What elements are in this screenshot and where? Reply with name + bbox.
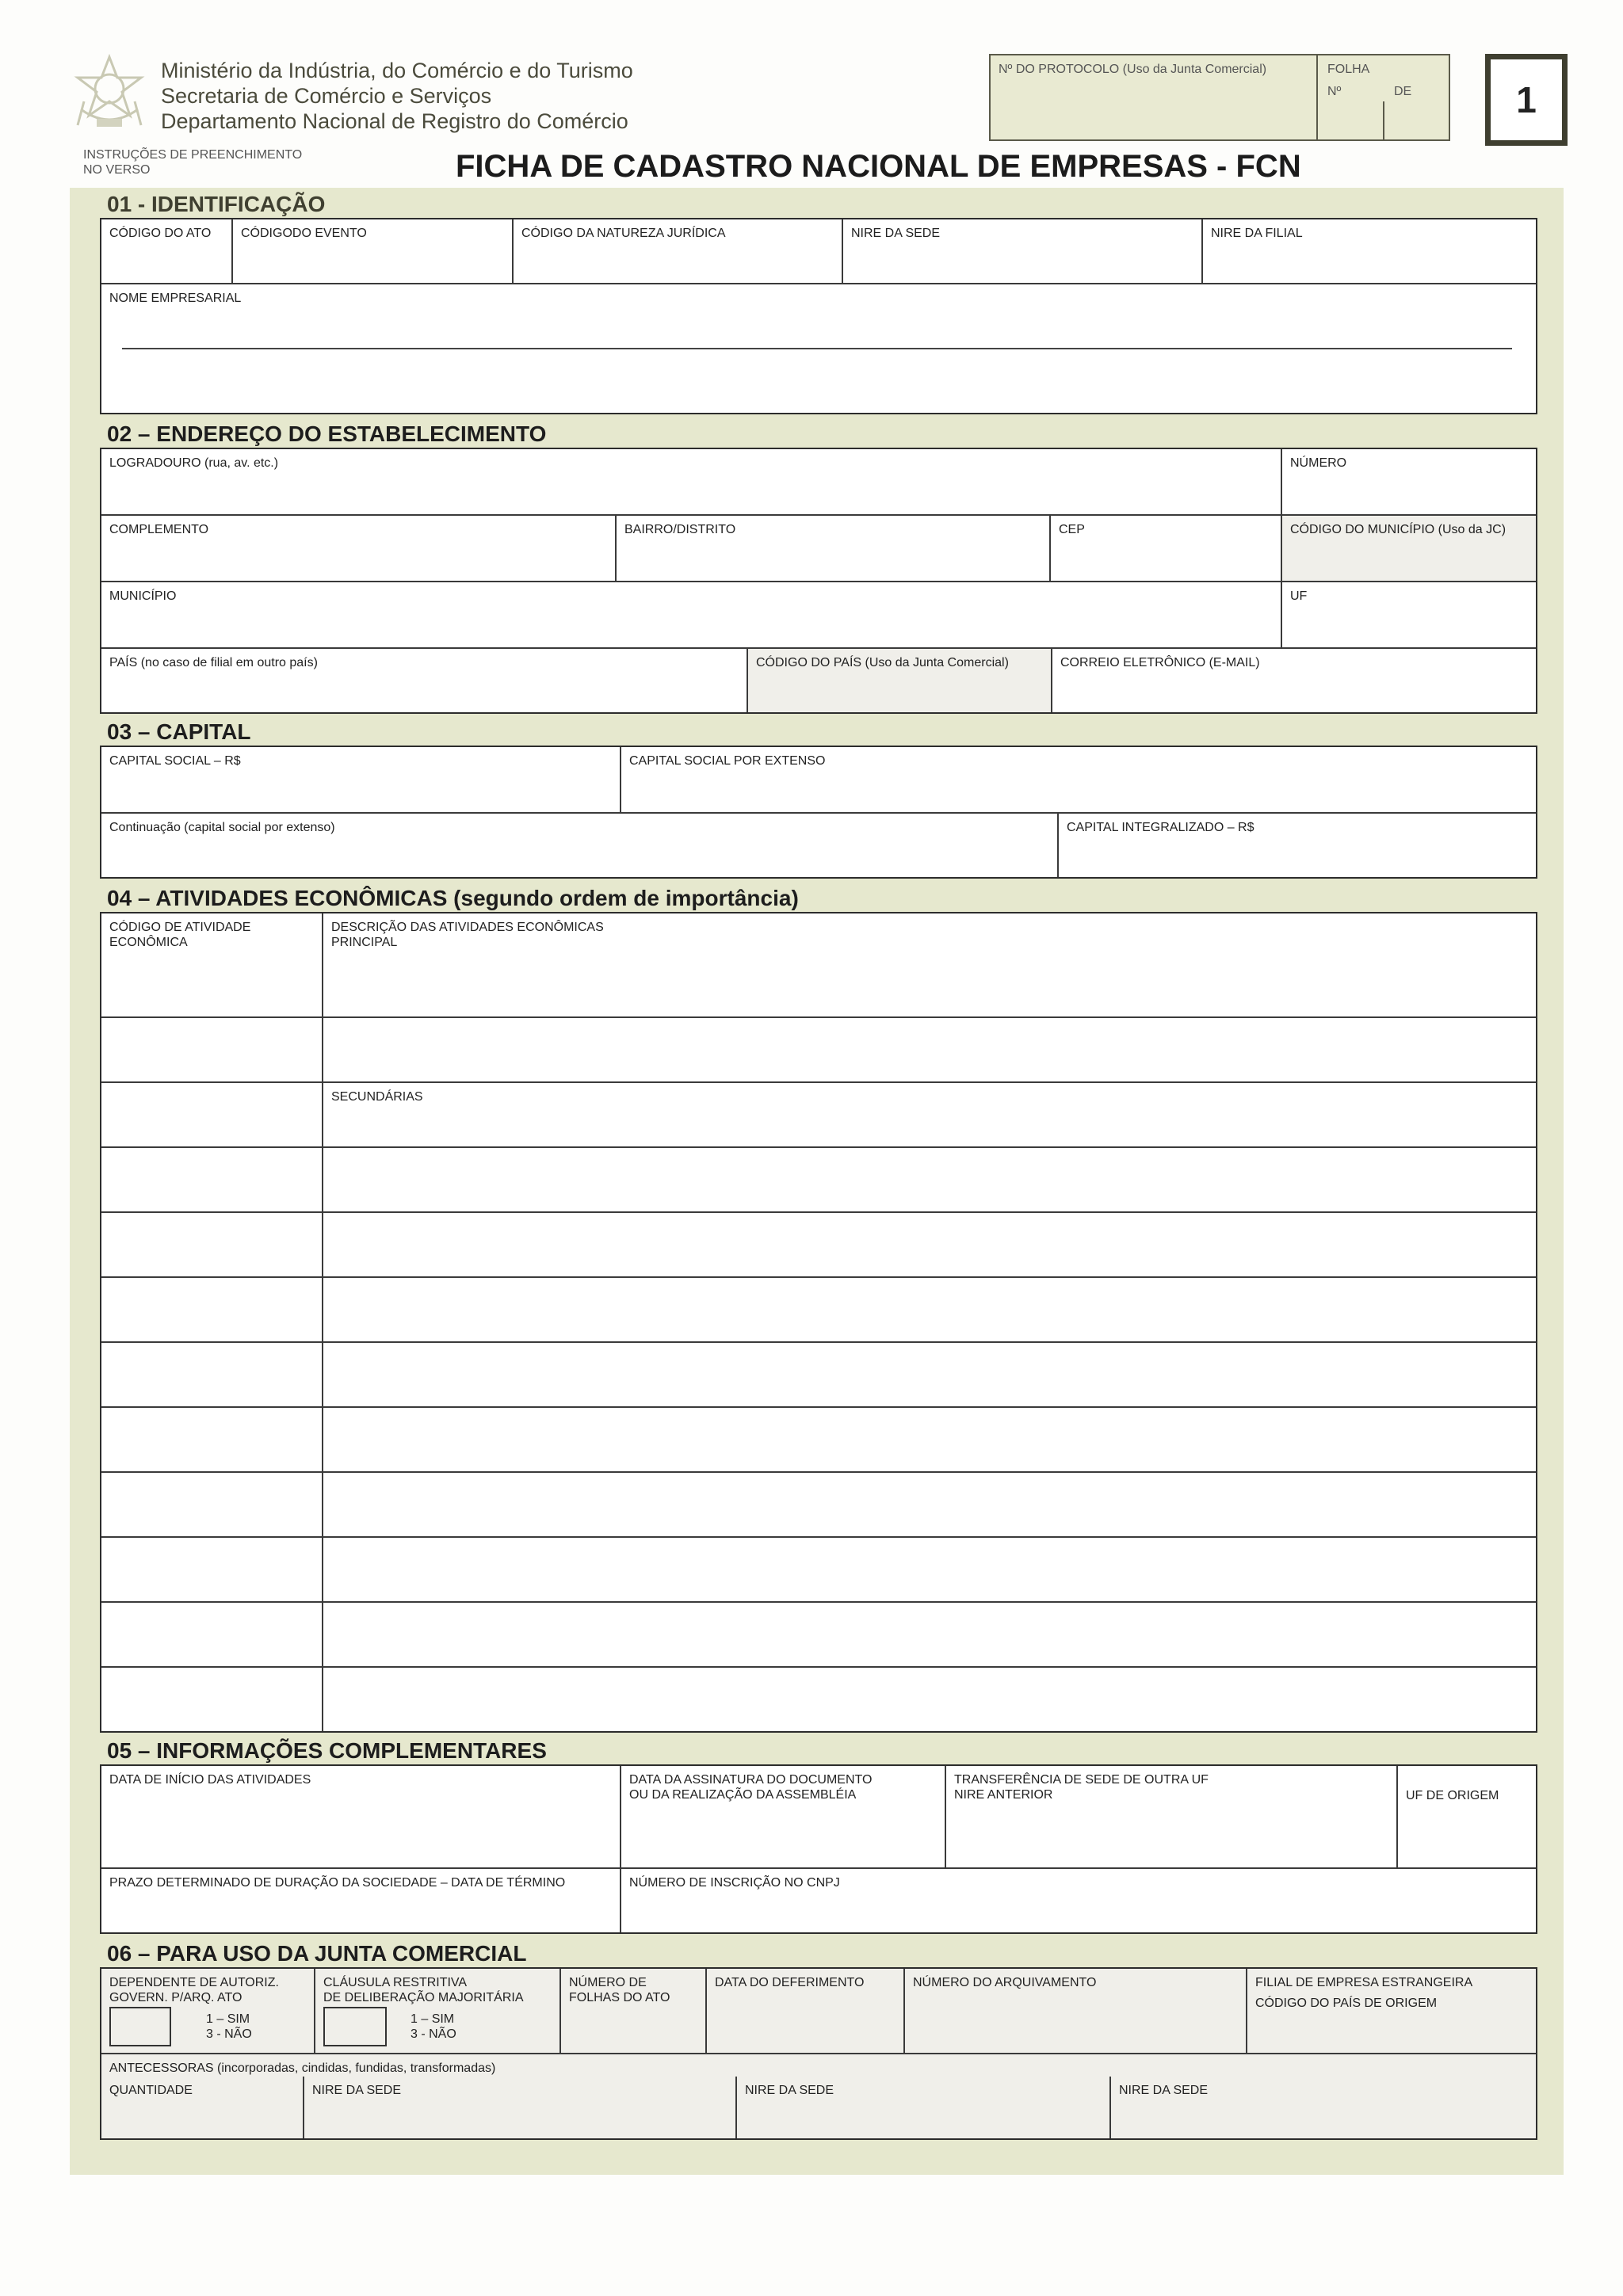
department-name: Departamento Nacional de Registro do Comércio bbox=[161, 109, 628, 133]
atividade-descricao-row[interactable] bbox=[323, 1603, 1536, 1668]
complemento-label: COMPLEMENTO bbox=[109, 523, 209, 536]
capital-social-label: CAPITAL SOCIAL – R$ bbox=[109, 754, 241, 768]
dependente-label: DEPENDENTE DE AUTORIZ. GOVERN. P/ARQ. ATO bbox=[109, 1976, 279, 2004]
quantidade-label: QUANTIDADE bbox=[109, 2084, 193, 2097]
natureza-juridica-label: CÓDIGO DA NATUREZA JURÍDICA bbox=[521, 227, 726, 240]
antecessora-nire-sede-2-label: NIRE DA SEDE bbox=[745, 2084, 834, 2097]
uf-origem-field[interactable] bbox=[1398, 1766, 1536, 1869]
nome-empresarial-label: NOME EMPRESARIAL bbox=[109, 292, 242, 305]
continuacao-field[interactable] bbox=[101, 814, 1059, 877]
codigo-pais-label: CÓDIGO DO PAÍS (Uso da Junta Comercial) bbox=[756, 656, 1009, 669]
codigo-pais-field bbox=[748, 649, 1052, 712]
clausula-option-sim: 1 – SIM bbox=[411, 2012, 455, 2026]
data-inicio-label: DATA DE INÍCIO DAS ATIVIDADES bbox=[109, 1773, 311, 1787]
data-assinatura-field[interactable] bbox=[621, 1766, 946, 1869]
section-03-title: 03 – CAPITAL bbox=[107, 719, 251, 744]
pais-field[interactable] bbox=[101, 649, 748, 712]
atividade-descricao-row[interactable] bbox=[323, 1083, 1536, 1148]
data-deferimento-field bbox=[707, 1969, 905, 2054]
nire-filial-field[interactable] bbox=[1203, 219, 1536, 284]
cnpj-field[interactable] bbox=[621, 1869, 1536, 1932]
section-04-box bbox=[100, 912, 1537, 1733]
logradouro-label: LOGRADOURO (rua, av. etc.) bbox=[109, 456, 279, 470]
data-assinatura-label: DATA DA ASSINATURA DO DOCUMENTO OU DA REALIZAÇÃO DA ASSEMBLÉIA bbox=[629, 1773, 873, 1802]
section-05-box bbox=[100, 1764, 1537, 1934]
numero-label: NÚMERO bbox=[1290, 456, 1347, 470]
pais-label: PAÍS (no caso de filial em outro país) bbox=[109, 656, 318, 669]
folha-label: FOLHA bbox=[1327, 63, 1370, 76]
logradouro-field[interactable] bbox=[101, 449, 1282, 516]
capital-social-field[interactable] bbox=[101, 747, 621, 814]
bairro-field[interactable] bbox=[617, 516, 1051, 582]
section-02-box bbox=[100, 448, 1537, 714]
atividade-descricao-row[interactable] bbox=[323, 1538, 1536, 1603]
protocol-field bbox=[989, 54, 1318, 141]
email-field[interactable] bbox=[1052, 649, 1536, 712]
capital-integralizado-field[interactable] bbox=[1059, 814, 1536, 877]
atividade-codigo-row[interactable] bbox=[101, 1148, 323, 1213]
transferencia-sede-field[interactable] bbox=[946, 1766, 1398, 1869]
atividade-descricao-row[interactable] bbox=[323, 1408, 1536, 1473]
secretariat-name: Secretaria de Comércio e Serviços bbox=[161, 84, 492, 108]
atividade-descricao-row[interactable] bbox=[323, 1473, 1536, 1538]
atividade-descricao-row[interactable] bbox=[323, 1668, 1536, 1731]
capital-extenso-label: CAPITAL SOCIAL POR EXTENSO bbox=[629, 754, 826, 768]
atividade-codigo-row[interactable] bbox=[101, 1083, 323, 1148]
cep-field[interactable] bbox=[1051, 516, 1282, 582]
numero-field[interactable] bbox=[1282, 449, 1536, 516]
section-02-title: 02 – ENDEREÇO DO ESTABELECIMENTO bbox=[107, 421, 547, 446]
section-05-title: 05 – INFORMAÇÕES COMPLEMENTARES bbox=[107, 1738, 547, 1763]
natureza-juridica-field[interactable] bbox=[514, 219, 843, 284]
continuacao-label: Continuação (capital social por extenso) bbox=[109, 821, 335, 834]
section-06-title: 06 – PARA USO DA JUNTA COMERCIAL bbox=[107, 1941, 527, 1966]
transferencia-sede-label: TRANSFERÊNCIA DE SEDE DE OUTRA UF NIRE ANTERIOR bbox=[954, 1773, 1209, 1802]
atividade-codigo-row[interactable] bbox=[101, 1408, 323, 1473]
brazil-coat-of-arms-logo bbox=[73, 54, 146, 133]
nome-empresarial-field[interactable] bbox=[101, 284, 1536, 413]
atividade-codigo-row[interactable] bbox=[101, 1213, 323, 1278]
codigo-evento-label: CÓDIGODO EVENTO bbox=[241, 227, 367, 240]
dependente-autorizacao-field bbox=[101, 1969, 315, 2054]
atividade-codigo-row[interactable] bbox=[101, 1018, 323, 1083]
atividade-principal-label: DESCRIÇÃO DAS ATIVIDADES ECONÔMICAS PRINCIPAL bbox=[331, 921, 604, 949]
atividade-codigo-row[interactable] bbox=[101, 1538, 323, 1603]
atividade-codigo-row[interactable] bbox=[101, 1473, 323, 1538]
instructions-note-line2: NO VERSO bbox=[83, 163, 151, 177]
atividade-codigo-label: CÓDIGO DE ATIVIDADE ECONÔMICA bbox=[109, 921, 251, 949]
email-label: CORREIO ELETRÔNICO (E-MAIL) bbox=[1060, 656, 1260, 669]
atividade-descricao-row[interactable] bbox=[323, 1213, 1536, 1278]
atividade-descricao-row[interactable] bbox=[323, 1148, 1536, 1213]
atividade-codigo-row[interactable] bbox=[101, 1668, 323, 1731]
filial-estrangeira-label: FILIAL DE EMPRESA ESTRANGEIRA bbox=[1255, 1976, 1473, 1989]
section-03-box bbox=[100, 746, 1537, 879]
atividade-principal-field[interactable] bbox=[323, 913, 1536, 1018]
codigo-municipio-label: CÓDIGO DO MUNICÍPIO (Uso da JC) bbox=[1290, 523, 1507, 536]
folha-de-label: DE bbox=[1394, 85, 1412, 98]
codigo-municipio-field bbox=[1282, 516, 1536, 582]
atividade-codigo-row[interactable] bbox=[101, 1343, 323, 1408]
bairro-label: BAIRRO/DISTRITO bbox=[624, 523, 736, 536]
section-06-box bbox=[100, 1967, 1537, 2140]
atividade-descricao-row[interactable] bbox=[323, 1018, 1536, 1083]
dependente-option-nao: 3 - NÃO bbox=[206, 2027, 252, 2041]
capital-extenso-field[interactable] bbox=[621, 747, 1536, 814]
folha-no-label: Nº bbox=[1327, 85, 1342, 98]
atividade-codigo-row[interactable] bbox=[101, 1278, 323, 1343]
antecessora-nire-sede-1-label: NIRE DA SEDE bbox=[312, 2084, 402, 2097]
form-title: FICHA DE CADASTRO NACIONAL DE EMPRESAS - FCN bbox=[456, 149, 1301, 184]
cep-label: CEP bbox=[1059, 523, 1085, 536]
section-04-title: 04 – ATIVIDADES ECONÔMICAS (segundo ordem de importância) bbox=[107, 886, 799, 910]
instructions-note-line1: INSTRUÇÕES DE PREENCHIMENTO bbox=[83, 148, 303, 162]
atividade-descricao-row[interactable] bbox=[323, 1343, 1536, 1408]
clausula-checkbox[interactable] bbox=[323, 2007, 387, 2046]
municipio-field[interactable] bbox=[101, 582, 1282, 649]
antecessoras-label: ANTECESSORAS (incorporadas, cindidas, fundidas, transformadas) bbox=[109, 2061, 496, 2075]
atividade-descricao-row[interactable] bbox=[323, 1278, 1536, 1343]
data-inicio-field[interactable] bbox=[101, 1766, 621, 1869]
nome-empresarial-underline bbox=[122, 348, 1512, 349]
complemento-field[interactable] bbox=[101, 516, 617, 582]
folha-field bbox=[1316, 54, 1450, 141]
data-deferimento-label: DATA DO DEFERIMENTO bbox=[715, 1976, 865, 1989]
capital-integralizado-label: CAPITAL INTEGRALIZADO – R$ bbox=[1067, 821, 1254, 834]
numero-arquivamento-field bbox=[905, 1969, 1247, 2054]
clausula-label: CLÁUSULA RESTRITIVA DE DELIBERAÇÃO MAJORITÁRIA bbox=[323, 1976, 524, 2004]
numero-arquivamento-label: NÚMERO DO ARQUIVAMENTO bbox=[913, 1976, 1097, 1989]
dependente-checkbox[interactable] bbox=[109, 2007, 171, 2046]
dependente-option-sim: 1 – SIM bbox=[206, 2012, 250, 2026]
codigo-ato-label: CÓDIGO DO ATO bbox=[109, 227, 212, 240]
clausula-option-nao: 3 - NÃO bbox=[411, 2027, 456, 2041]
secundarias-label: SECUNDÁRIAS bbox=[331, 1090, 423, 1104]
prazo-field[interactable] bbox=[101, 1869, 621, 1932]
atividade-codigo-row[interactable] bbox=[101, 1603, 323, 1668]
antecessora-nire-sede-1-field bbox=[304, 2077, 737, 2138]
uf-origem-label: UF DE ORIGEM bbox=[1406, 1789, 1499, 1802]
codigo-ato-field[interactable] bbox=[101, 219, 233, 284]
antecessora-nire-sede-3-field bbox=[1111, 2077, 1536, 2138]
antecessora-nire-sede-3-label: NIRE DA SEDE bbox=[1119, 2084, 1209, 2097]
section-01-box bbox=[100, 218, 1537, 414]
uf-label: UF bbox=[1290, 589, 1308, 603]
municipio-label: MUNICÍPIO bbox=[109, 589, 177, 603]
nire-filial-label: NIRE DA FILIAL bbox=[1211, 227, 1303, 240]
numero-folhas-field bbox=[561, 1969, 707, 2054]
folha-divider bbox=[1383, 101, 1384, 141]
nire-sede-label: NIRE DA SEDE bbox=[851, 227, 941, 240]
uf-field[interactable] bbox=[1282, 582, 1536, 649]
ministry-name: Ministério da Indústria, do Comércio e do Turismo bbox=[161, 59, 633, 82]
codigo-pais-origem-label: CÓDIGO DO PAÍS DE ORIGEM bbox=[1255, 1997, 1438, 2010]
protocol-label: Nº DO PROTOCOLO (Uso da Junta Comercial) bbox=[999, 63, 1267, 76]
cnpj-label: NÚMERO DE INSCRIÇÃO NO CNPJ bbox=[629, 1876, 840, 1890]
codigo-evento-field[interactable] bbox=[233, 219, 514, 284]
page-number-badge: 1 bbox=[1485, 54, 1568, 146]
atividade-codigo-field[interactable] bbox=[101, 913, 323, 1018]
nire-sede-field[interactable] bbox=[843, 219, 1203, 284]
quantidade-field bbox=[101, 2077, 304, 2138]
antecessora-nire-sede-2-field bbox=[737, 2077, 1111, 2138]
filial-estrangeira-field bbox=[1247, 1969, 1536, 2054]
section-01-title: 01 - IDENTIFICAÇÃO bbox=[107, 192, 326, 216]
numero-folhas-label: NÚMERO DE FOLHAS DO ATO bbox=[569, 1976, 670, 2004]
clausula-restritiva-field bbox=[315, 1969, 561, 2054]
prazo-label: PRAZO DETERMINADO DE DURAÇÃO DA SOCIEDADE – DATA DE TÉRMINO bbox=[109, 1876, 566, 1890]
